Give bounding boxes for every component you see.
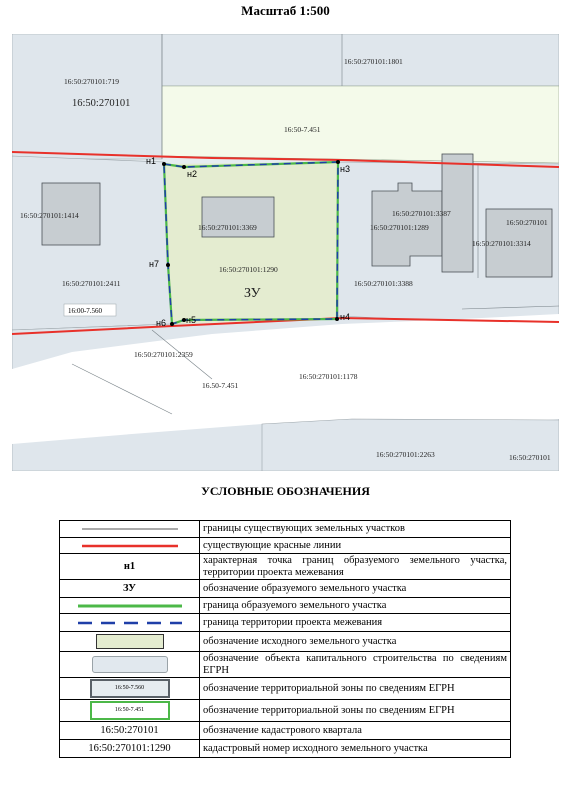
zone-label: 16:50-7.451 (284, 125, 321, 134)
cadastral-label: 16:50:270101:3387 (392, 209, 451, 218)
legend-row (60, 521, 511, 538)
legend-text: граница образуемого земельного участка (200, 598, 511, 614)
quarter-label: 16:50:270101 (72, 98, 131, 109)
cadastral-label: 16:50:270101:1290 (219, 265, 278, 274)
point-label-n7: н7 (149, 259, 159, 269)
cadastral-label: 16:50:270101:1289 (370, 223, 429, 232)
cadastral-label: 16:50:270101 (509, 453, 551, 462)
legend-text: границы существующих земельных участков (200, 521, 511, 538)
building-swatch (92, 656, 168, 673)
legend-symbol (60, 538, 200, 554)
legend-row (60, 678, 511, 700)
cadastral-label: 16:50:270101:719 (64, 77, 120, 86)
legend-row (60, 554, 511, 580)
zone-label: 16:00-7.560 (68, 307, 103, 315)
zone-label: 16.50-7.451 (202, 381, 239, 390)
legend-text: обозначение образуемого земельного участка (200, 580, 511, 598)
point-label-n1: н1 (146, 156, 156, 166)
legend-row (60, 538, 511, 554)
legend-table (59, 520, 511, 758)
legend-text: кадастровый номер исходного земельного участка (200, 740, 511, 758)
point-label-n3: н3 (340, 164, 350, 174)
point-marker (182, 165, 186, 169)
legend-text: существующие красные линии (200, 538, 511, 554)
legend-symbol (60, 614, 200, 632)
zu-label: ЗУ (244, 286, 261, 301)
point-label-n6: н6 (156, 318, 166, 328)
legend-symbol (60, 700, 200, 722)
point-marker (170, 322, 174, 326)
legend-symbol (60, 521, 200, 538)
cadastral-label: 16:50:270101 (506, 218, 548, 227)
zone-7560-swatch: 16:50-7.560 (90, 679, 170, 698)
legend-text: обозначение территориальной зоны по сведениям ЕГРН (200, 700, 511, 722)
legend-text: характерная точка границ образуемого земельного участка, территории проекта межевания (200, 554, 511, 580)
legend-symbol (60, 632, 200, 652)
legend-row (60, 652, 511, 678)
zone-7451-swatch: 16:50-7.451 (90, 701, 170, 720)
legend-text: обозначение объекта капитального строительства по сведениям ЕГРН (200, 652, 511, 678)
point-marker (166, 263, 170, 267)
point-label-n2: н2 (187, 169, 197, 179)
legend-symbol (60, 598, 200, 614)
green-boundary-swatch (78, 603, 182, 609)
point-label-n5: н5 (186, 315, 196, 325)
legend-text: обозначение территориальной зоны по сведениям ЕГРН (200, 678, 511, 700)
legend-symbol (60, 652, 200, 678)
red-line-swatch (82, 543, 178, 549)
blue-dashed-swatch (78, 620, 182, 626)
legend-title: УСЛОВНЫЕ ОБОЗНАЧЕНИЯ (201, 484, 370, 498)
legend-row (60, 614, 511, 632)
cadastral-label: 16:50:270101:2263 (376, 450, 435, 459)
point-marker (162, 162, 166, 166)
legend-row (60, 632, 511, 652)
legend-symbol: н1 (60, 554, 200, 580)
map-scale-title: Масштаб 1:500 (241, 3, 330, 18)
parcel-boundary-swatch (82, 526, 178, 532)
legend-text: обозначение исходного земельного участка (200, 632, 511, 652)
zone-green-strip (162, 86, 559, 163)
cadastral-label: 16:50:270101:1178 (299, 372, 358, 381)
legend-symbol: 16:50:270101 (60, 722, 200, 740)
cadastral-label: 16:50:270101:2359 (134, 350, 193, 359)
legend-row (60, 580, 511, 598)
zone-top-left (12, 34, 162, 159)
legend-symbol (60, 678, 200, 700)
legend-text: обозначение кадастрового квартала (200, 722, 511, 740)
point-label-n4: н4 (340, 312, 350, 322)
cadastral-label: 16:50:270101:3388 (354, 279, 413, 288)
cadastral-label: 16:50:270101:3314 (472, 239, 531, 248)
point-marker (335, 317, 339, 321)
cadastral-label: 16:50:270101:3369 (198, 223, 257, 232)
legend-row (60, 722, 511, 740)
cadastral-label: 16:50:270101:1414 (20, 211, 79, 220)
legend-text: граница территории проекта межевания (200, 614, 511, 632)
cadastral-label: 16:50:270101:2411 (62, 279, 121, 288)
legend-row (60, 700, 511, 722)
source-parcel-swatch (96, 634, 164, 649)
legend-symbol: 16:50:270101:1290 (60, 740, 200, 758)
cadastral-label: 16:50:270101:1801 (344, 57, 403, 66)
legend-row (60, 598, 511, 614)
cadastral-map (12, 34, 559, 471)
zone-bottom-right (262, 419, 559, 471)
legend-symbol: ЗУ (60, 580, 200, 598)
legend-row (60, 740, 511, 758)
